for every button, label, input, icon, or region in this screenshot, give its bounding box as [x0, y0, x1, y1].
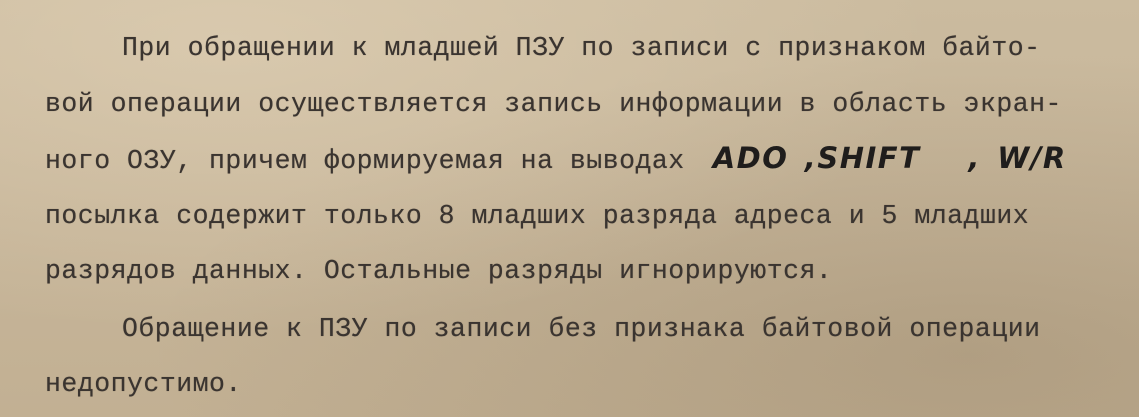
paragraph2-line1: Обращение к ПЗУ по записи без признака байтовой операции — [122, 314, 1041, 344]
paragraph1-line3-text: ного ОЗУ, причем формируемая на выводах — [45, 146, 685, 176]
handwritten-separator-2: , — [968, 141, 981, 175]
paragraph1-line3 — [45, 143, 1067, 176]
paragraph1-line1: При обращении к младшей ПЗУ по записи с признаком байто- — [122, 33, 1041, 63]
handwritten-signal-ado: ADO — [712, 141, 789, 175]
handwritten-signal-wr: W/R — [997, 141, 1067, 175]
paragraph2-line2: недопустимо. — [45, 369, 242, 399]
paragraph1-line5: разрядов данных. Остальные разряды игнорируются. — [45, 256, 833, 286]
handwritten-signal-shift: SHIFT — [817, 141, 921, 175]
handwritten-separator-1: , — [804, 141, 818, 175]
paragraph1-line4: посылка содержит только 8 младших разряда адреса и 5 младших — [45, 201, 1030, 231]
paragraph1-line2: вой операции осуществляется запись информации в область экран- — [45, 89, 1062, 119]
